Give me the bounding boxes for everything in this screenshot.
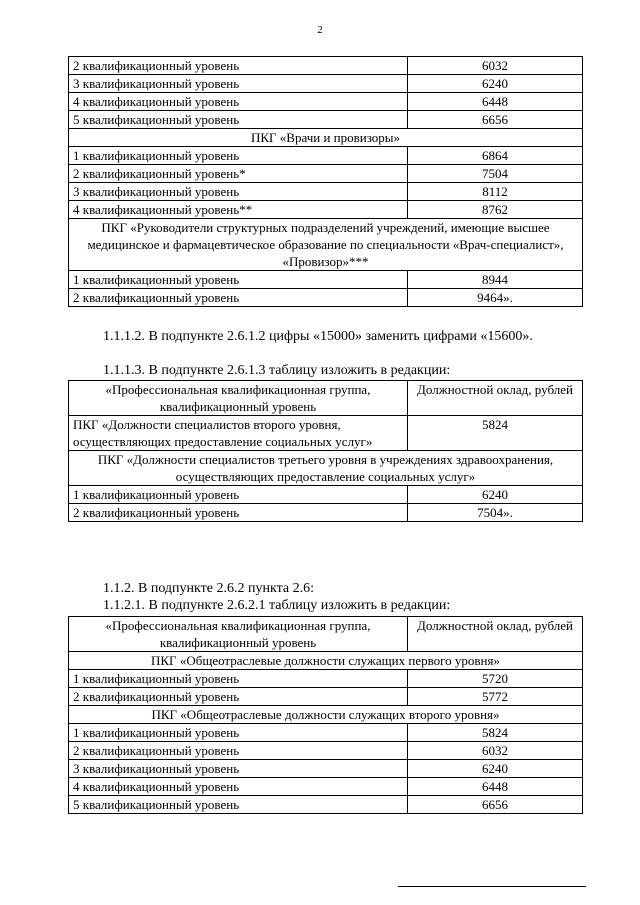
header-salary-label: Должностной оклад, рублей [408, 617, 583, 652]
table-row [69, 289, 583, 307]
salary-value: 6032 [408, 57, 583, 75]
group-header-row [69, 451, 583, 486]
table-row [69, 165, 583, 183]
salary-value: 5824 [408, 416, 583, 451]
salary-value: 6656 [408, 111, 583, 129]
level-label: 5 квалификационный уровень [69, 796, 408, 814]
table-row [69, 147, 583, 165]
level-label: 4 квалификационный уровень [69, 778, 408, 796]
footer-divider [398, 886, 586, 887]
group-label: ПКГ «Руководители структурных подразделений учреждений, имеющие высшее медицинское и фармацевтическое образование по специальности «Врач-специалист», «Провизор»*** [69, 219, 583, 271]
table-row [69, 688, 583, 706]
table-row [69, 504, 583, 522]
salary-table-general [68, 616, 583, 814]
header-group-label: «Профессиональная квалификационная группа, квалификационный уровень [69, 381, 408, 416]
salary-value: 7504 [408, 165, 583, 183]
header-group-label: «Профессиональная квалификационная группа, квалификационный уровень [69, 617, 408, 652]
salary-value: 8762 [408, 201, 583, 219]
group-header-row [69, 706, 583, 724]
table-header-row [69, 381, 583, 416]
level-label: 1 квалификационный уровень [69, 271, 408, 289]
salary-value: 6032 [408, 742, 583, 760]
table-row [69, 760, 583, 778]
salary-table-medical [68, 56, 583, 307]
salary-value: 9464». [408, 289, 583, 307]
group-label: ПКГ «Должности специалистов третьего уровня в учреждениях здравоохранения, осуществляющих предоставление социальных услуг» [69, 451, 583, 486]
table-row [69, 796, 583, 814]
level-label: 2 квалификационный уровень [69, 504, 408, 522]
group-header-row [69, 219, 583, 271]
salary-value: 6864 [408, 147, 583, 165]
level-label: 1 квалификационный уровень [69, 670, 408, 688]
salary-value: 6240 [408, 486, 583, 504]
group-label: ПКГ «Общеотраслевые должности служащих второго уровня» [69, 706, 583, 724]
level-label: 4 квалификационный уровень** [69, 201, 408, 219]
table-row [69, 93, 583, 111]
level-label: 2 квалификационный уровень [69, 742, 408, 760]
table-row [69, 724, 583, 742]
table-row [69, 111, 583, 129]
level-label: 2 квалификационный уровень [69, 688, 408, 706]
paragraph-1-1-1-3: 1.1.1.3. В подпункте 2.6.1.3 таблицу изложить в редакции: [103, 363, 451, 378]
level-label: 3 квалификационный уровень [69, 75, 408, 93]
salary-value: 6448 [408, 93, 583, 111]
salary-value: 7504». [408, 504, 583, 522]
paragraph-1-1-2-1: 1.1.2.1. В подпункте 2.6.2.1 таблицу изложить в редакции: [103, 598, 451, 613]
table-row [69, 670, 583, 688]
group-label: ПКГ «Общеотраслевые должности служащих первого уровня» [69, 652, 583, 670]
salary-value: 8112 [408, 183, 583, 201]
salary-value: 5824 [408, 724, 583, 742]
salary-value: 6448 [408, 778, 583, 796]
salary-value: 6240 [408, 760, 583, 778]
table-row [69, 486, 583, 504]
group-header-row [69, 129, 583, 147]
table-row [69, 742, 583, 760]
header-salary-label: Должностной оклад, рублей [408, 381, 583, 416]
level-label: 2 квалификационный уровень [69, 57, 408, 75]
salary-value: 6656 [408, 796, 583, 814]
level-label: 5 квалификационный уровень [69, 111, 408, 129]
group-label: ПКГ «Врачи и провизоры» [69, 129, 583, 147]
group-header-row [69, 652, 583, 670]
table-row [69, 778, 583, 796]
table-row [69, 75, 583, 93]
salary-value: 5772 [408, 688, 583, 706]
level-label: 3 квалификационный уровень [69, 183, 408, 201]
level-label: 2 квалификационный уровень* [69, 165, 408, 183]
table-row [69, 416, 583, 451]
salary-value: 5720 [408, 670, 583, 688]
level-label: 1 квалификационный уровень [69, 486, 408, 504]
salary-table-social [68, 380, 583, 522]
level-label: 3 квалификационный уровень [69, 760, 408, 778]
table-row [69, 57, 583, 75]
paragraph-1-1-1-2: 1.1.1.2. В подпункте 2.6.1.2 цифры «15000» заменить цифрами «15600». [103, 329, 533, 344]
level-label: 4 квалификационный уровень [69, 93, 408, 111]
level-label: ПКГ «Должности специалистов второго уровня, осуществляющих предоставление социальных услуг» [69, 416, 408, 451]
salary-value: 8944 [408, 271, 583, 289]
page-number: 2 [317, 24, 323, 36]
table-row [69, 183, 583, 201]
level-label: 1 квалификационный уровень [69, 724, 408, 742]
table-header-row [69, 617, 583, 652]
level-label: 2 квалификационный уровень [69, 289, 408, 307]
level-label: 1 квалификационный уровень [69, 147, 408, 165]
table-row [69, 201, 583, 219]
salary-value: 6240 [408, 75, 583, 93]
table-row [69, 271, 583, 289]
paragraph-1-1-2: 1.1.2. В подпункте 2.6.2 пункта 2.6: [103, 581, 314, 596]
